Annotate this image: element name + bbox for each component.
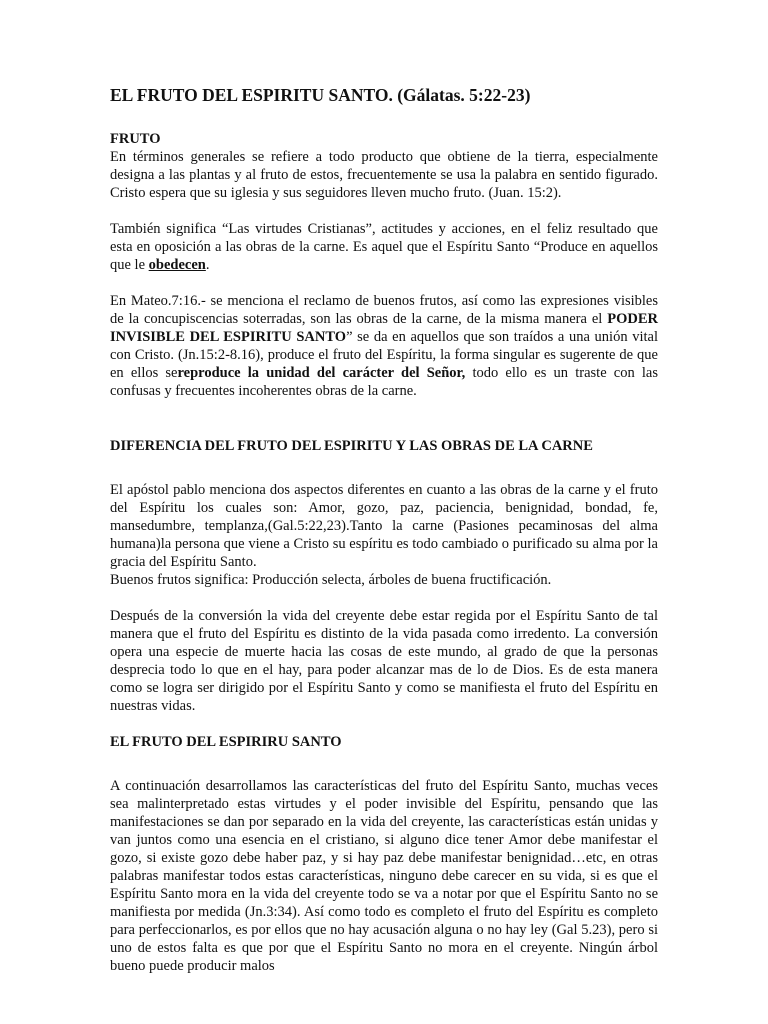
emphasis-reproduce: reproduce la unidad del carácter del Señor, (177, 365, 466, 381)
emphasis-obedecen: obedecen (148, 257, 206, 273)
text-run: todo ello es un traste con las confusas y frecuentes incoherentes obras de la carne. (110, 365, 659, 399)
paragraph-virtudes (110, 220, 658, 274)
document-title: EL FRUTO DEL ESPIRITU SANTO. (Gálatas. 5:22-23) (110, 85, 531, 105)
paragraph-conversion: Después de la conversión la vida del creyente debe estar regida por el Espíritu Santo de tal manera que el fruto del Espíritu es distinto de la vida pasada como irredento. La conversión opera una especie de muerte hacia las cosas de este mundo, al grado de que la personas desprecia todo lo que en el hay, para poder alcanzar mas de lo de Dios. Es de esta manera como se logra ser dirigido por el Espíritu Santo y como se manifiesta el fruto del Espíritu en nuestras vidas. (110, 608, 658, 714)
text-run: ” se da en aquellos que son traídos a una unión vital con Cristo. (Jn.15:2-8.16), produce el fruto del Espíritu, la forma singular es sugerente de que en ellos se (110, 329, 658, 381)
paragraph-caracteristicas: A continuación desarrollamos las características del fruto del Espíritu Santo, muchas veces sea malinterpretado estas virtudes y el poder invisible del Espíritu, pensando que las manifestaciones se dan por separado en la vida del creyente, las características están unidas y van juntos como una esencia en el cristiano, si alguno dice tener Amor debe manifestar el gozo, si existe gozo debe haber paz, y si hay paz debe manifestar benignidad…etc, en otras palabras manifestar todos estas características, ninguno debe carecer en su vida, si es que el Espíritu Santo mora en la vida del creyente todo se va a notar por que el Espíritu Santo no se manifiesta por medida (Jn.3:34). Así como todo es completo el fruto del Espíritu es completo para perfeccionarlos, es por ellos que no hay acusación alguna o no hay ley (Gal 5.23), pero si uno de estos falta es que por que el Espíritu Santo no mora en el creyente. Ningún árbol bueno puede producir malos (110, 778, 658, 974)
text-run: En Mateo.7:16.- se menciona el reclamo de buenos frutos, así como las expresiones visibles de la concupiscencias soterradas, son las obras de la carne, de la misma manera el (110, 293, 658, 327)
section-diferencia (110, 437, 658, 715)
paragraph-mateo (110, 292, 658, 400)
text-run: . (205, 257, 210, 273)
text-run: También significa “Las virtudes Cristianas”, actitudes y acciones, en el feliz resultado que esta en oposición a las obras de la carne. Es aquel que el Espíritu Santo “Produce en aquellos que le (110, 221, 658, 273)
paragraph-apostol-pablo: El apóstol pablo menciona dos aspectos diferentes en cuanto a las obras de la carne y el fruto del Espíritu los cuales son: Amor, gozo, paz, paciencia, benignidad, bondad, fe, mansedumbre, templanza,(Gal.5:22,23).Tanto la carne (Pasiones pecaminosas del alma humana)la persona que viene a Cristo su espíritu es todo cambiado o purificado su alma por la gracia del Espíritu Santo. (110, 482, 658, 570)
section-fruto (110, 130, 658, 400)
paragraph-buenos-frutos: Buenos frutos significa: Producción selecta, árboles de buena fructificación. (110, 572, 552, 588)
section-heading-fruto-espiritu: EL FRUTO DEL ESPIRIRU SANTO (110, 734, 342, 750)
paragraph-fruto-definition: En términos generales se refiere a todo producto que obtiene de la tierra, especialmente designa a las plantas y al fruto de estos, frecuentemente se usa la palabra en sentido figurado. Cristo espera que su iglesia y sus seguidores lleven mucho fruto. (Juan. 15:2). (110, 149, 658, 201)
section-heading-fruto: FRUTO (110, 131, 161, 147)
section-fruto-espiritu (110, 733, 658, 975)
section-heading-diferencia: DIFERENCIA DEL FRUTO DEL ESPIRITU Y LAS OBRAS DE LA CARNE (110, 438, 593, 454)
emphasis-poder-invisible: PODER INVISIBLE DEL ESPIRITU SANTO (110, 311, 658, 345)
